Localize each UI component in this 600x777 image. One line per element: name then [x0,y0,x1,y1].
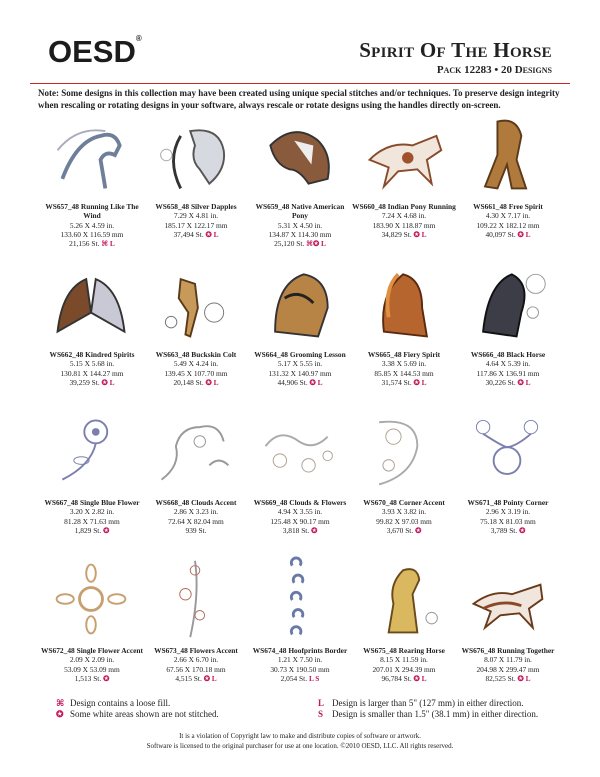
design-mm: 53.09 X 53.09 mm [64,664,120,674]
design-title: WS666_48 Black Horse [470,350,546,359]
design-artwork [152,260,238,346]
design-stitches: 44,906 St. ✪ L [277,377,323,387]
design-artwork [256,112,342,198]
design-title: WS668_48 Clouds Accent [155,498,237,507]
design-artwork [360,556,446,642]
design-inches: 7.24 X 4.68 in. [381,211,427,221]
design-title: WS676_48 Running Together [461,646,555,655]
design-artwork [48,112,134,198]
design-stitches: 3,670 St. ✪ [386,525,422,535]
design-stitches: 96,784 St. ✪ L [381,673,427,683]
design-mm: 204.98 X 299.47 mm [476,664,540,674]
design-stitches: 939 St. [185,525,207,535]
design-caption [352,646,456,683]
design-stitches: 39,259 St. ✪ L [69,377,115,387]
design-artwork [152,408,238,494]
design-caption [352,202,456,239]
design-mm: 81.28 X 71.63 mm [64,516,120,526]
design-caption [40,202,144,248]
design-title: WS673_48 Flowers Accent [154,646,238,655]
design-caption [352,350,456,387]
design-artwork [464,112,550,198]
design-mm: 75.18 X 81.03 mm [480,516,536,526]
design-mm: 30.73 X 190.50 mm [270,664,330,674]
pack-subtitle: Pack 12283 • 20 Designs [436,64,552,76]
design-mm: 125.48 X 90.17 mm [270,516,330,526]
design-artwork [152,556,238,642]
design-inches: 5.17 X 5.55 in. [277,359,323,369]
legend-small: S Design is smaller than 1.5" (38.1 mm) in either direction. [318,709,539,719]
design-mm: 130.81 X 144.27 mm [60,368,124,378]
design-artwork [360,408,446,494]
design-mm: 99.82 X 97.03 mm [376,516,432,526]
note-text: Note: Some designs in this collection may have been created using unique special stitches and/or techniques. To preserve design integrity when rescaling or rotating designs in your software, always rescale or rotate designs using the handles directly on-screen. [38,88,560,110]
design-caption [248,350,352,387]
design-mm: 72.64 X 82.04 mm [168,516,224,526]
design-stitches: 21,156 St. ⌘ L [69,239,115,249]
design-caption [456,350,560,387]
design-artwork [256,408,342,494]
design-title: WS667_48 Single Blue Flower [44,498,140,507]
design-title: WS662_48 Kindred Spirits [49,350,135,359]
design-mm: 67.56 X 170.18 mm [166,664,226,674]
design-stitches: 3,789 St. ✪ [490,525,526,535]
design-title: WS671_48 Pointy Corner [467,498,549,507]
copyright-footer: It is a violation of Copyright law to make and distribute copies of software or artwork. Software is licensed to the original purchaser for use at one location. ©2010 OESD, LLC. All rights reserved. [146,732,454,750]
design-caption [352,498,456,535]
design-caption [456,646,560,683]
design-stitches: 4,515 St. ✪ L [175,673,217,683]
design-title: WS669_48 Clouds & Flowers [253,498,347,507]
design-inches: 3.38 X 5.69 in. [381,359,427,369]
design-stitches: 40,097 St. ✪ L [485,229,531,239]
design-inches: 4.94 X 3.55 in. [277,507,323,517]
design-artwork [464,260,550,346]
design-artwork [464,556,550,642]
design-mm: 139.45 X 107.70 mm [164,368,228,378]
design-inches: 5.15 X 5.68 in. [69,359,115,369]
design-inches: 4.30 X 7.17 in. [485,211,531,221]
design-stitches: 37,494 St. ✪ L [173,229,219,239]
design-stitches: 82,525 St. ✪ L [485,673,531,683]
design-inches: 2.86 X 3.23 in. [173,507,219,517]
page-title: Spirit Of The Horse [359,38,552,62]
design-title: WS661_48 Free Spirit [473,202,543,211]
design-mm: 133.60 X 116.59 mm [60,229,124,239]
design-artwork [152,112,238,198]
design-stitches: 20,148 St. ✪ L [173,377,219,387]
design-inches: 1.21 X 7.50 in. [277,655,323,665]
design-mm: 117.86 X 136.91 mm [476,368,540,378]
design-artwork [48,408,134,494]
design-inches: 3.93 X 3.82 in. [381,507,427,517]
design-caption [248,646,352,683]
design-mm: 183.90 X 118.87 mm [372,220,436,230]
design-title: WS658_48 Silver Dapples [155,202,237,211]
design-mm: 134.87 X 114.30 mm [268,229,332,239]
design-inches: 8.15 X 11.59 in. [380,655,428,665]
design-title: WS674_48 Hoofprints Border [252,646,348,655]
design-caption [144,202,248,239]
design-artwork [256,556,342,642]
design-inches: 2.96 X 3.19 in. [485,507,531,517]
design-inches: 5.49 X 4.24 in. [173,359,219,369]
design-caption [456,202,560,239]
design-inches: 2.66 X 6.70 in. [173,655,219,665]
design-mm: 109.22 X 182.12 mm [476,220,540,230]
design-stitches: 34,829 St. ✪ L [381,229,427,239]
design-inches: 7.29 X 4.81 in. [173,211,219,221]
design-inches: 2.09 X 2.09 in. [69,655,115,665]
design-inches: 5.31 X 4.50 in. [277,220,323,230]
legend-white-areas: ✪ Some white areas shown are not stitched. [56,709,219,719]
design-mm: 207.01 X 294.39 mm [372,664,436,674]
design-mm: 85.85 X 144.53 mm [374,368,434,378]
design-mm: 131.32 X 140.97 mm [268,368,332,378]
design-title: WS665_48 Fiery Spirit [367,350,441,359]
design-stitches: 31,574 St. ✪ L [381,377,427,387]
design-caption [40,646,144,683]
design-stitches: 30,226 St. ✪ L [485,377,531,387]
header-rule [30,83,570,84]
design-caption [144,350,248,387]
design-inches: 5.26 X 4.59 in. [69,220,115,230]
design-stitches: 1,829 St. ✪ [74,525,110,535]
design-artwork [48,556,134,642]
design-caption [40,350,144,387]
page-header [0,0,600,80]
design-artwork [360,112,446,198]
design-artwork [360,260,446,346]
design-inches: 4.64 X 5.39 in. [485,359,531,369]
design-title: WS663_48 Buckskin Colt [155,350,237,359]
design-caption [456,498,560,535]
design-artwork [48,260,134,346]
design-title: WS657_48 Running Like The Wind [45,202,139,221]
design-inches: 3.20 X 2.82 in. [69,507,115,517]
design-title: WS670_48 Corner Accent [363,498,445,507]
design-caption [40,498,144,535]
design-stitches: 3,818 St. ✪ [282,525,318,535]
design-stitches: 1,513 St. ✪ [74,673,110,683]
design-mm: 185.17 X 122.17 mm [164,220,228,230]
design-title: WS672_48 Single Flower Accent [41,646,143,655]
legend-large: L Design is larger than 5" (127 mm) in either direction. [318,698,524,708]
design-caption [144,498,248,535]
design-caption [144,646,248,683]
design-title: WS659_48 Native American Pony [255,202,345,221]
design-caption [248,498,352,535]
design-title: WS660_48 Indian Pony Running [352,202,456,211]
oesd-logo: OESD® [48,34,142,69]
design-caption [248,202,352,248]
design-inches: 8.07 X 11.79 in. [484,655,532,665]
design-stitches: 2,054 St. L S [280,673,320,683]
design-title: WS664_48 Grooming Lesson [254,350,346,359]
design-artwork [256,260,342,346]
design-artwork [464,408,550,494]
design-stitches: 25,120 St. ⌘✪ L [274,239,326,249]
design-title: WS675_48 Rearing Horse [363,646,445,655]
legend-loose-fill: ⌘ Design contains a loose fill. [56,698,171,708]
